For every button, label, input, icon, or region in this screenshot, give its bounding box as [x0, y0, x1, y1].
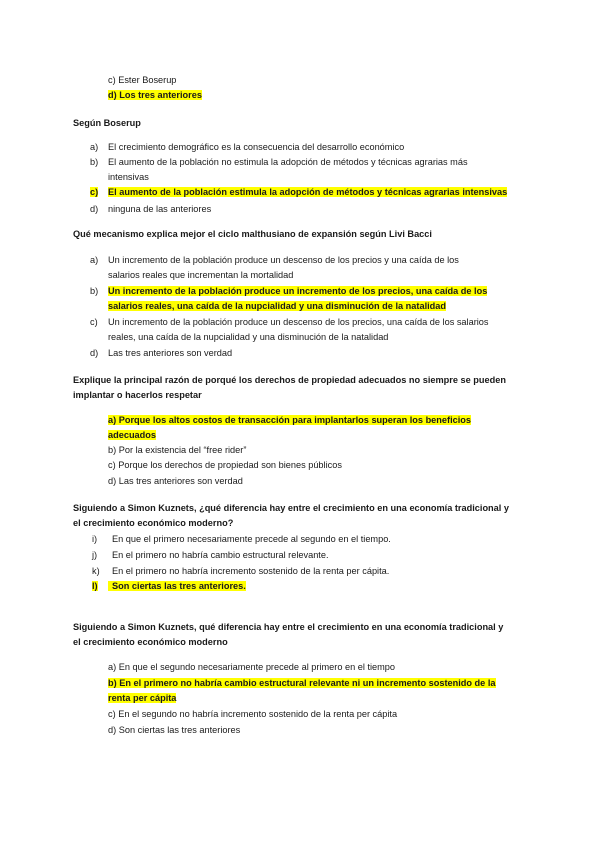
option-b-line2: intensivas	[108, 172, 149, 182]
question-livi-bacci: Qué mecanismo explica mejor el ciclo malthusiano de expansión según Livi Bacci	[73, 229, 432, 239]
option-a: a) En que el segundo necesariamente precede al primero en el tiempo	[108, 662, 396, 672]
question-property-rights-line1: Explique la principal razón de porqué los derechos de propiedad adecuados no siempre se pueden	[73, 375, 506, 385]
option-j: En el primero no habría cambio estructural relevante.	[112, 550, 329, 560]
option-i: En que el primero necesariamente precede al segundo en el tiempo.	[112, 534, 391, 544]
option-d: d) Son ciertas las tres anteriores	[108, 725, 241, 735]
option-marker: d)	[90, 204, 99, 214]
option-d: ninguna de las anteriores	[108, 204, 212, 214]
option-marker: c)	[90, 317, 98, 327]
option-marker: a)	[90, 255, 99, 265]
option-b-line1: El aumento de la población no estimula la adopción de métodos y técnicas agrarias más	[108, 157, 468, 167]
option-marker: d)	[90, 348, 99, 358]
option-c: c) Porque los derechos de propiedad son bienes públicos	[108, 460, 342, 470]
option-a-line2: salarios reales que incrementan la mortalidad	[108, 270, 294, 280]
option-marker: b)	[90, 157, 99, 167]
option-marker: a)	[90, 142, 99, 152]
option-marker: k)	[92, 566, 100, 576]
option-b-correct-line1: b) En el primero no habría cambio estructural relevante ni un incremento sostenido de la	[108, 678, 496, 688]
question-boserup: Según Boserup	[73, 118, 141, 128]
option-c-line1: Un incremento de la población produce un descenso de los precios, una caída de los salarios	[108, 317, 489, 327]
option-d: Las tres anteriores son verdad	[108, 348, 233, 358]
option-marker: i)	[92, 534, 98, 544]
option-b-correct-line1: Un incremento de la población produce un incremento de los precios, una caída de los	[108, 286, 488, 296]
option-marker: l)	[92, 581, 98, 591]
highlight: d) Los tres anteriores	[108, 90, 202, 100]
option-k: En el primero no habría incremento sostenido de la renta per cápita.	[112, 566, 390, 576]
option-marker: j)	[92, 550, 98, 560]
question-kuznets-line2: el crecimiento económico moderno?	[73, 518, 234, 528]
option-c: c) En el segundo no habría incremento sostenido de la renta per cápita	[108, 709, 398, 719]
option-a-line1: Un incremento de la población produce un descenso de los precios y una caída de los	[108, 255, 459, 265]
option-b-correct-line2: salarios reales, una caída de la nupcialidad y una disminución de la natalidad	[108, 301, 447, 311]
option-marker: c)	[90, 187, 99, 197]
question-kuznets-2-line1: Siguiendo a Simon Kuznets, qué diferencia hay entre el crecimiento en una economía tradicional y	[73, 622, 504, 632]
option-b: b) Por la existencia del “free rider”	[108, 445, 247, 455]
question-property-rights-line2: implantar o hacerlos respetar	[73, 390, 202, 400]
option-d: d) Las tres anteriores son verdad	[108, 476, 243, 486]
option-c-correct: El aumento de la población estimula la adopción de métodos y técnicas agrarias intensivas	[108, 187, 508, 197]
option-l-correct: Son ciertas las tres anteriores.	[108, 580, 246, 592]
option-a-correct-line2: adecuados	[108, 430, 156, 440]
option-a: El crecimiento demográfico es la consecuencia del desarrollo económico	[108, 142, 405, 152]
option-marker: b)	[90, 286, 99, 296]
option-d-correct	[108, 89, 202, 101]
question-kuznets-2-line2: el crecimiento económico moderno	[73, 637, 228, 647]
option-c-line2: reales, una caída de la nupcialidad y una disminución de la natalidad	[108, 332, 389, 342]
option-c: c) Ester Boserup	[108, 75, 177, 85]
option-a-correct-line1: a) Porque los altos costos de transacción para implantarlos superan los beneficios	[108, 415, 472, 425]
question-kuznets-line1: Siguiendo a Simon Kuznets, ¿qué diferencia hay entre el crecimiento en una economía tradicional y	[73, 503, 509, 513]
option-b-correct-line2: renta per cápita	[108, 693, 177, 703]
